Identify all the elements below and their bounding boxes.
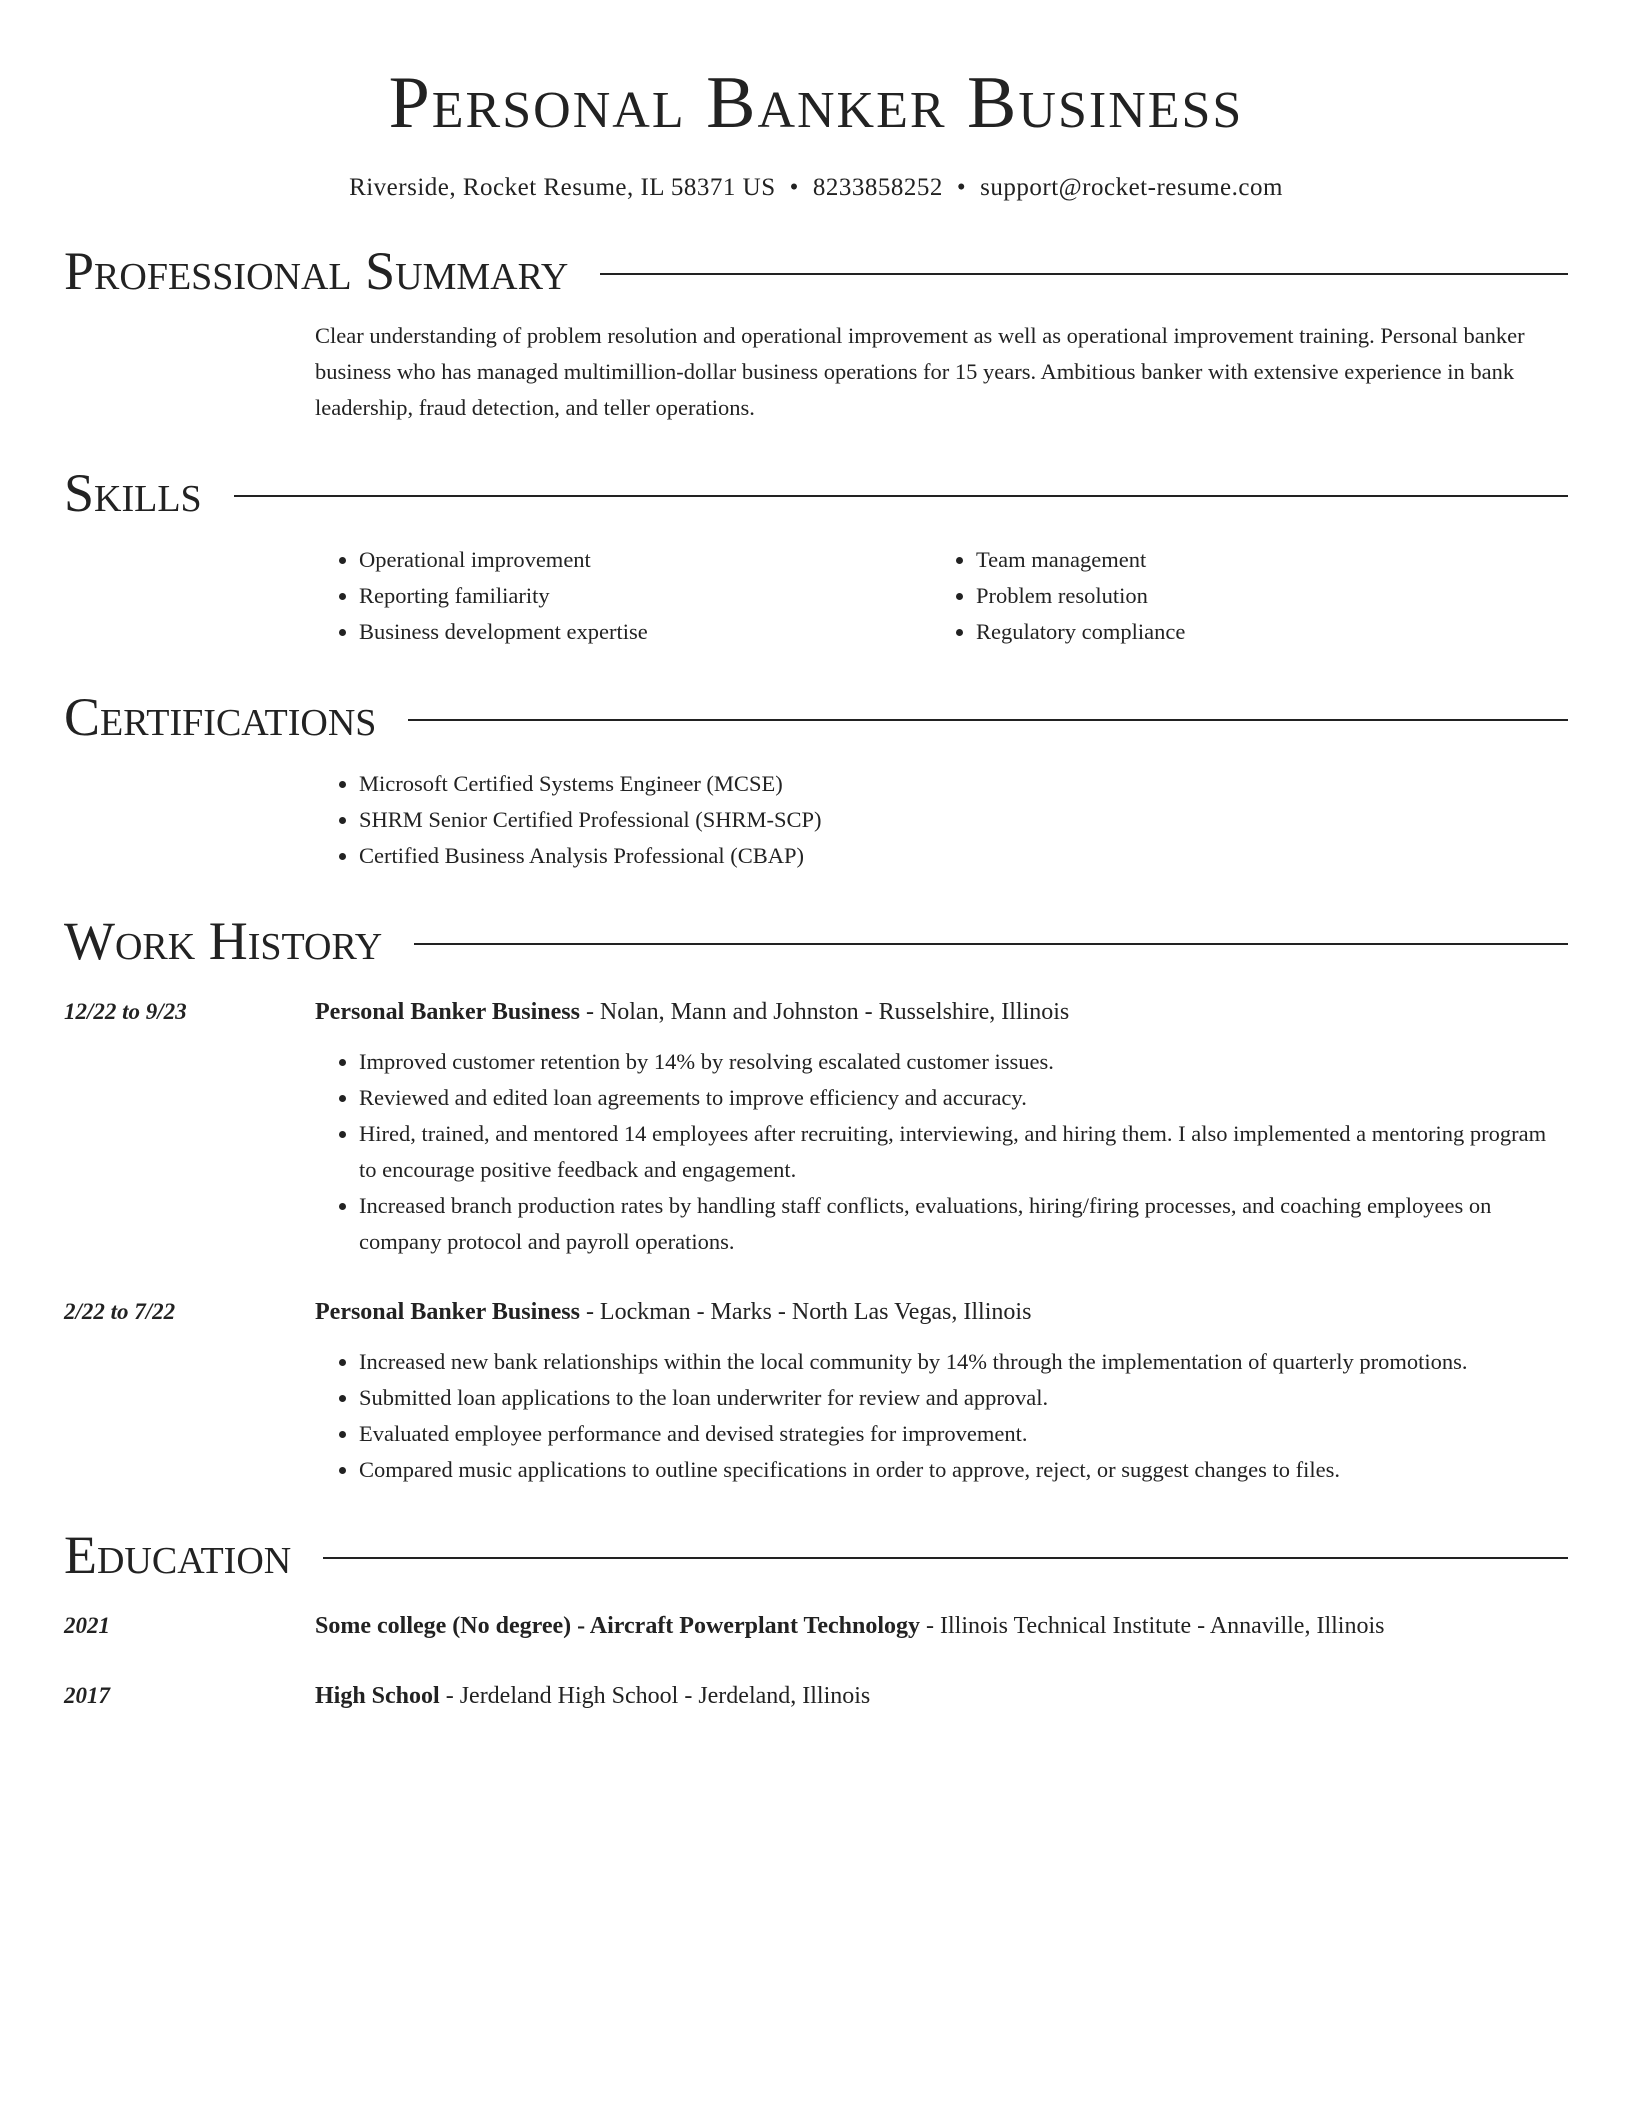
education-line — [315, 1608, 1568, 1644]
education-section-header — [64, 1522, 1568, 1588]
job-bullet: • Improved customer retention by 14% by resolving escalated customer issues. — [359, 1044, 1568, 1080]
certifications-section-header — [64, 684, 1568, 750]
job-employer: - Lockman - Marks - North Las Vegas, Illinois — [579, 1299, 1032, 1325]
job-entry — [64, 1294, 1568, 1488]
certification-item: • Certified Business Analysis Professional (CBAP) — [359, 838, 1568, 874]
resume-page — [64, 0, 1568, 1714]
summary-text: Clear understanding of problem resolution and operational improvement as well as operational improvement training. Personal banker business who has managed multimillion-dollar business operations for 15 years. Ambitious banker with extensive experience in bank leadership, fraud detection, and teller operations. — [315, 323, 1525, 420]
job-bullet: • Reviewed and edited loan agreements to improve efficiency and accuracy. — [359, 1080, 1568, 1116]
section-divider — [408, 719, 1568, 721]
section-divider — [414, 943, 1568, 945]
job-dates: 12/22 to 9/23 — [64, 999, 187, 1024]
job-bullet: • Hired, trained, and mentored 14 employees after recruiting, interviewing, and hiring them. I also implemented a mentoring program to encourage positive feedback and engagement. — [359, 1116, 1568, 1188]
education-degree: High School — [315, 1683, 440, 1709]
skill-item: • Operational improvement — [359, 542, 932, 578]
skill-item: • Reporting familiarity — [359, 578, 932, 614]
skill-item: • Regulatory compliance — [976, 614, 1568, 650]
job-employer: - Nolan, Mann and Johnston - Russelshire, Illinois — [579, 999, 1070, 1025]
summary-section-header — [64, 238, 1568, 304]
work-history-section-header — [64, 908, 1568, 974]
job-title: Personal Banker Business — [315, 999, 580, 1025]
job-dates: 2/22 to 7/22 — [64, 1299, 176, 1324]
job-bullet: • Submitted loan applications to the loan underwriter for review and approval. — [359, 1380, 1568, 1416]
skills-section-header — [64, 460, 1568, 526]
job-title-line — [315, 1294, 1568, 1330]
education-school: - Illinois Technical Institute - Annaville, Illinois — [920, 1613, 1385, 1639]
contact-phone: 8233858252 — [812, 174, 943, 201]
section-divider — [234, 495, 1568, 497]
job-title: Personal Banker Business — [315, 1299, 580, 1325]
job-bullets — [315, 1044, 1568, 1260]
summary-heading: Professional Summary — [64, 241, 569, 301]
certifications-list — [315, 766, 1568, 874]
education-degree: Some college (No degree) - Aircraft Powerplant Technology — [315, 1613, 920, 1639]
section-divider — [323, 1557, 1568, 1559]
candidate-name: Personal Banker Business — [388, 62, 1244, 144]
skills-list — [315, 542, 1568, 650]
certification-item: • Microsoft Certified Systems Engineer (MCSE) — [359, 766, 1568, 802]
education-entry — [64, 1608, 1568, 1644]
education-year: 2017 — [64, 1683, 110, 1708]
contact-separator: • — [789, 174, 799, 201]
job-entry — [64, 994, 1568, 1260]
job-title-line — [315, 994, 1568, 1030]
education-entry — [64, 1678, 1568, 1714]
contact-email: support@rocket-resume.com — [980, 174, 1283, 201]
contact-separator: • — [956, 174, 967, 201]
education-year: 2021 — [64, 1613, 110, 1638]
certification-item: • SHRM Senior Certified Professional (SHRM-SCP) — [359, 802, 1568, 838]
work-history-heading: Work History — [64, 911, 383, 971]
contact-line — [64, 172, 1568, 204]
skills-column-left — [315, 542, 932, 650]
job-bullet: • Evaluated employee performance and devised strategies for improvement. — [359, 1416, 1568, 1452]
skill-item: • Problem resolution — [976, 578, 1568, 614]
job-bullets — [315, 1344, 1568, 1488]
skills-column-right — [932, 542, 1568, 650]
job-bullet: • Compared music applications to outline specifications in order to approve, reject, or suggest changes to files. — [359, 1452, 1568, 1488]
education-line — [315, 1678, 1568, 1714]
education-school: - Jerdeland High School - Jerdeland, Illinois — [439, 1683, 871, 1709]
job-bullet: • Increased branch production rates by handling staff conflicts, evaluations, hiring/firing processes, and coaching employees on company protocol and payroll operations. — [359, 1188, 1568, 1260]
contact-address: Riverside, Rocket Resume, IL 58371 US — [349, 174, 776, 201]
skill-item: • Team management — [976, 542, 1568, 578]
skills-heading: Skills — [64, 463, 202, 523]
job-bullet: • Increased new bank relationships within the local community by 14% through the implementation of quarterly promotions. — [359, 1344, 1568, 1380]
section-divider — [600, 273, 1568, 275]
education-heading: Education — [64, 1525, 292, 1585]
certifications-heading: Certifications — [64, 687, 377, 747]
skill-item: • Business development expertise — [359, 614, 932, 650]
